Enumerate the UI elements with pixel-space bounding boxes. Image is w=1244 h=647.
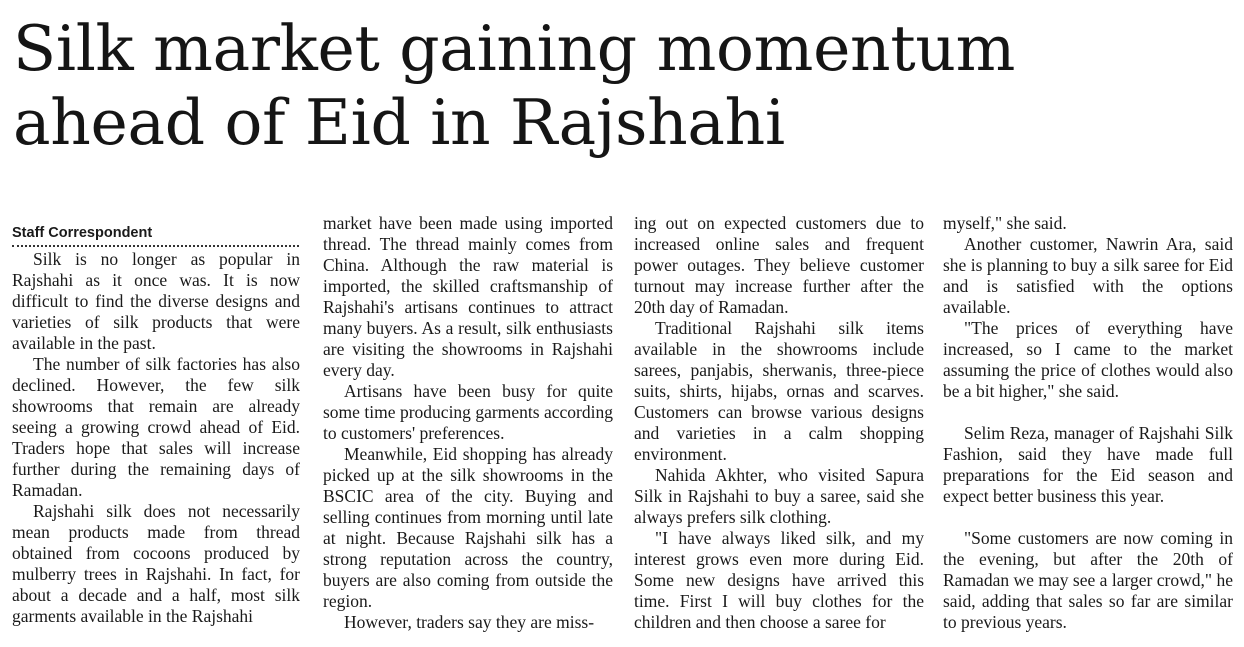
byline: Staff Correspondent	[12, 224, 299, 247]
paragraph: However, traders say they are miss-	[344, 612, 595, 632]
article-column-4	[943, 213, 1233, 633]
article-column-3	[634, 213, 924, 633]
paragraph: myself," she said.	[943, 213, 1067, 233]
paragraph: Silk is no longer as popular in Rajshahi as it once was. It is now difficult to find the diverse designs and varieties of silk products that were available in the past.	[12, 249, 300, 353]
headline-line-2: ahead of Eid in Rajshahi	[13, 86, 785, 159]
paragraph: Selim Reza, manager of Rajshahi Silk Fashion, said they have made full preparations for the Eid season and expect better business this year.	[943, 423, 1233, 506]
paragraph: Meanwhile, Eid shopping has already picked up at the silk showrooms in the BSCIC area of the city. Buying and selling continues from morning until late at night. Because Rajshahi silk has a strong reputation across the country, buyers are also coming from outside the region.	[323, 444, 613, 611]
paragraph: Another customer, Nawrin Ara, said she is planning to buy a silk saree for Eid and is satisfied with the options available.	[943, 234, 1233, 317]
paragraph: Traditional Rajshahi silk items available in the showrooms include sarees, panjabis, sherwanis, three-piece suits, shirts, hijabs, ornas and scarves. Customers can browse various designs and varieties in a calm shopping environment.	[634, 318, 924, 464]
paragraph: ing out on expected customers due to increased online sales and frequent power outages. They believe customer turnout may increase further after the 20th day of Ramadan.	[634, 213, 924, 317]
article-column-1	[12, 226, 300, 627]
paragraph: "The prices of everything have increased, so I came to the market assuming the price of clothes would also be a bit higher," she said.	[943, 318, 1233, 401]
paragraph: Nahida Akhter, who visited Sapura Silk in Rajshahi to buy a saree, said she always prefers silk clothing.	[634, 465, 924, 527]
paragraph: market have been made using imported thread. The thread mainly comes from China. Although the raw material is imported, the skilled craftsmanship of Rajshahi's artisans continues to attract many buyers. As a result, silk enthusiasts are visiting the showrooms in Rajshahi every day.	[323, 213, 613, 380]
paragraph: "I have always liked silk, and my interest grows even more during Eid. Some new designs have arrived this time. First I will buy clothes for the children and then choose a saree for	[634, 528, 924, 632]
paragraph: Rajshahi silk does not necessarily mean products made from thread obtained from cocoons produced by mulberry trees in Rajshahi. In fact, for about a decade and a half, most silk garments available in the Rajshahi	[12, 501, 300, 626]
paragraph: The number of silk factories has also declined. However, the few silk showrooms that remain are already seeing a growing crowd ahead of Eid. Traders hope that sales will increase further during the remaining days of Ramadan.	[12, 354, 300, 500]
headline-line-1: Silk market gaining momentum	[13, 12, 1016, 85]
headline	[13, 12, 1238, 160]
paragraph: Artisans have been busy for quite some time producing garments according to customers' preferences.	[323, 381, 613, 443]
paragraph: "Some customers are now coming in the evening, but after the 20th of Ramadan we may see a larger crowd," he said, adding that sales so far are similar to previous years.	[943, 528, 1233, 632]
article-column-2	[323, 213, 613, 633]
